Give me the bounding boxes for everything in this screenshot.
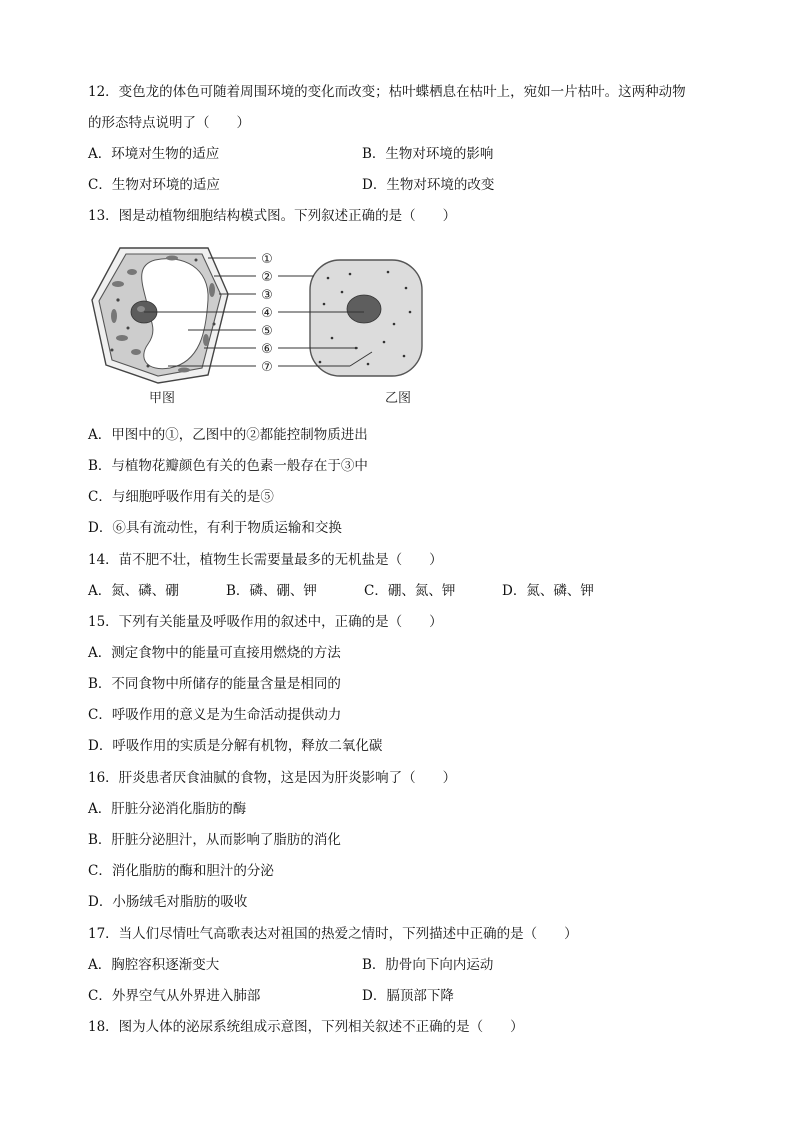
q14-option-c: C．硼、氮、钾 (364, 583, 456, 599)
q15-option-b: B．不同食物中所储存的能量含量是相同的 (88, 676, 341, 692)
caption-animal-cell: 乙图 (384, 391, 412, 406)
q17-option-b: B．肋骨向下向内运动 (362, 957, 494, 973)
q18-stem: 18．图为人体的泌尿系统组成示意图，下列相关叙述不正确的是（ ） (88, 1019, 524, 1035)
q17-stem: 17．当人们尽情吐气高歌表达对祖国的热爱之情时，下列描述中正确的是（ ） (88, 926, 578, 942)
q15-option-c: C．呼吸作用的意义是为生命活动提供动力 (88, 707, 342, 723)
q16-option-a: A．肝脏分泌消化脂肪的酶 (88, 801, 247, 817)
q17-option-a: A．胸腔容积逐渐变大 (88, 957, 220, 973)
q15-option-a: A．测定食物中的能量可直接用燃烧的方法 (88, 645, 341, 661)
q16-stem: 16．肝炎患者厌食油腻的食物，这是因为肝炎影响了（ ） (88, 770, 457, 786)
q12-option-a: A．环境对生物的适应 (88, 146, 220, 162)
label-4: ④ (261, 306, 273, 321)
q13-option-d: D．⑥具有流动性，有利于物质运输和交换 (88, 520, 342, 536)
q14-stem: 14．苗不肥不壮，植物生长需要量最多的无机盐是（ ） (88, 552, 443, 568)
label-2: ② (261, 270, 273, 285)
plant-cell-diagram (92, 248, 228, 383)
q12-stem-line1: 12．变色龙的体色可随着周围环境的变化而改变；枯叶蝶栖息在枯叶上，宛如一片枯叶。这两种动物 (88, 84, 686, 100)
q12-option-d: D．生物对环境的改变 (362, 177, 495, 193)
q14-option-a: A．氮、磷、硼 (88, 583, 179, 599)
q15-option-d: D．呼吸作用的实质是分解有机物，释放二氧化碳 (88, 738, 383, 754)
q16-option-c: C．消化脂肪的酶和胆汁的分泌 (88, 863, 274, 879)
label-1: ① (261, 252, 273, 267)
q14-option-b: B．磷、硼、钾 (226, 583, 317, 599)
q13-stem: 13．图是动植物细胞结构模式图。下列叙述正确的是（ ） (88, 208, 457, 224)
q12-option-b: B．生物对环境的影响 (362, 146, 494, 162)
q13-option-b: B．与植物花瓣颜色有关的色素一般存在于③中 (88, 458, 368, 474)
q15-stem: 15．下列有关能量及呼吸作用的叙述中，正确的是（ ） (88, 614, 443, 630)
q12-stem-line2: 的形态特点说明了（ ） (88, 115, 250, 131)
q12-option-c: C．生物对环境的适应 (88, 177, 220, 193)
q16-option-b: B．肝脏分泌胆汁，从而影响了脂肪的消化 (88, 832, 341, 848)
animal-cell-diagram (310, 260, 422, 376)
q14-option-d: D．氮、磷、钾 (502, 583, 594, 599)
label-6: ⑥ (261, 342, 273, 357)
part-number-labels (261, 252, 273, 375)
q16-option-d: D．小肠绒毛对脂肪的吸收 (88, 894, 248, 910)
label-5: ⑤ (261, 324, 273, 339)
label-7: ⑦ (261, 360, 273, 375)
caption-plant-cell: 甲图 (148, 391, 176, 406)
q13-option-a: A．甲图中的①，乙图中的②都能控制物质进出 (88, 427, 368, 443)
q17-option-d: D．膈顶部下降 (362, 988, 454, 1004)
q13-option-c: C．与细胞呼吸作用有关的是⑤ (88, 489, 274, 505)
cell-structure-figure (88, 240, 428, 410)
q17-option-c: C．外界空气从外界进入肺部 (88, 988, 261, 1004)
label-3: ③ (261, 288, 273, 303)
